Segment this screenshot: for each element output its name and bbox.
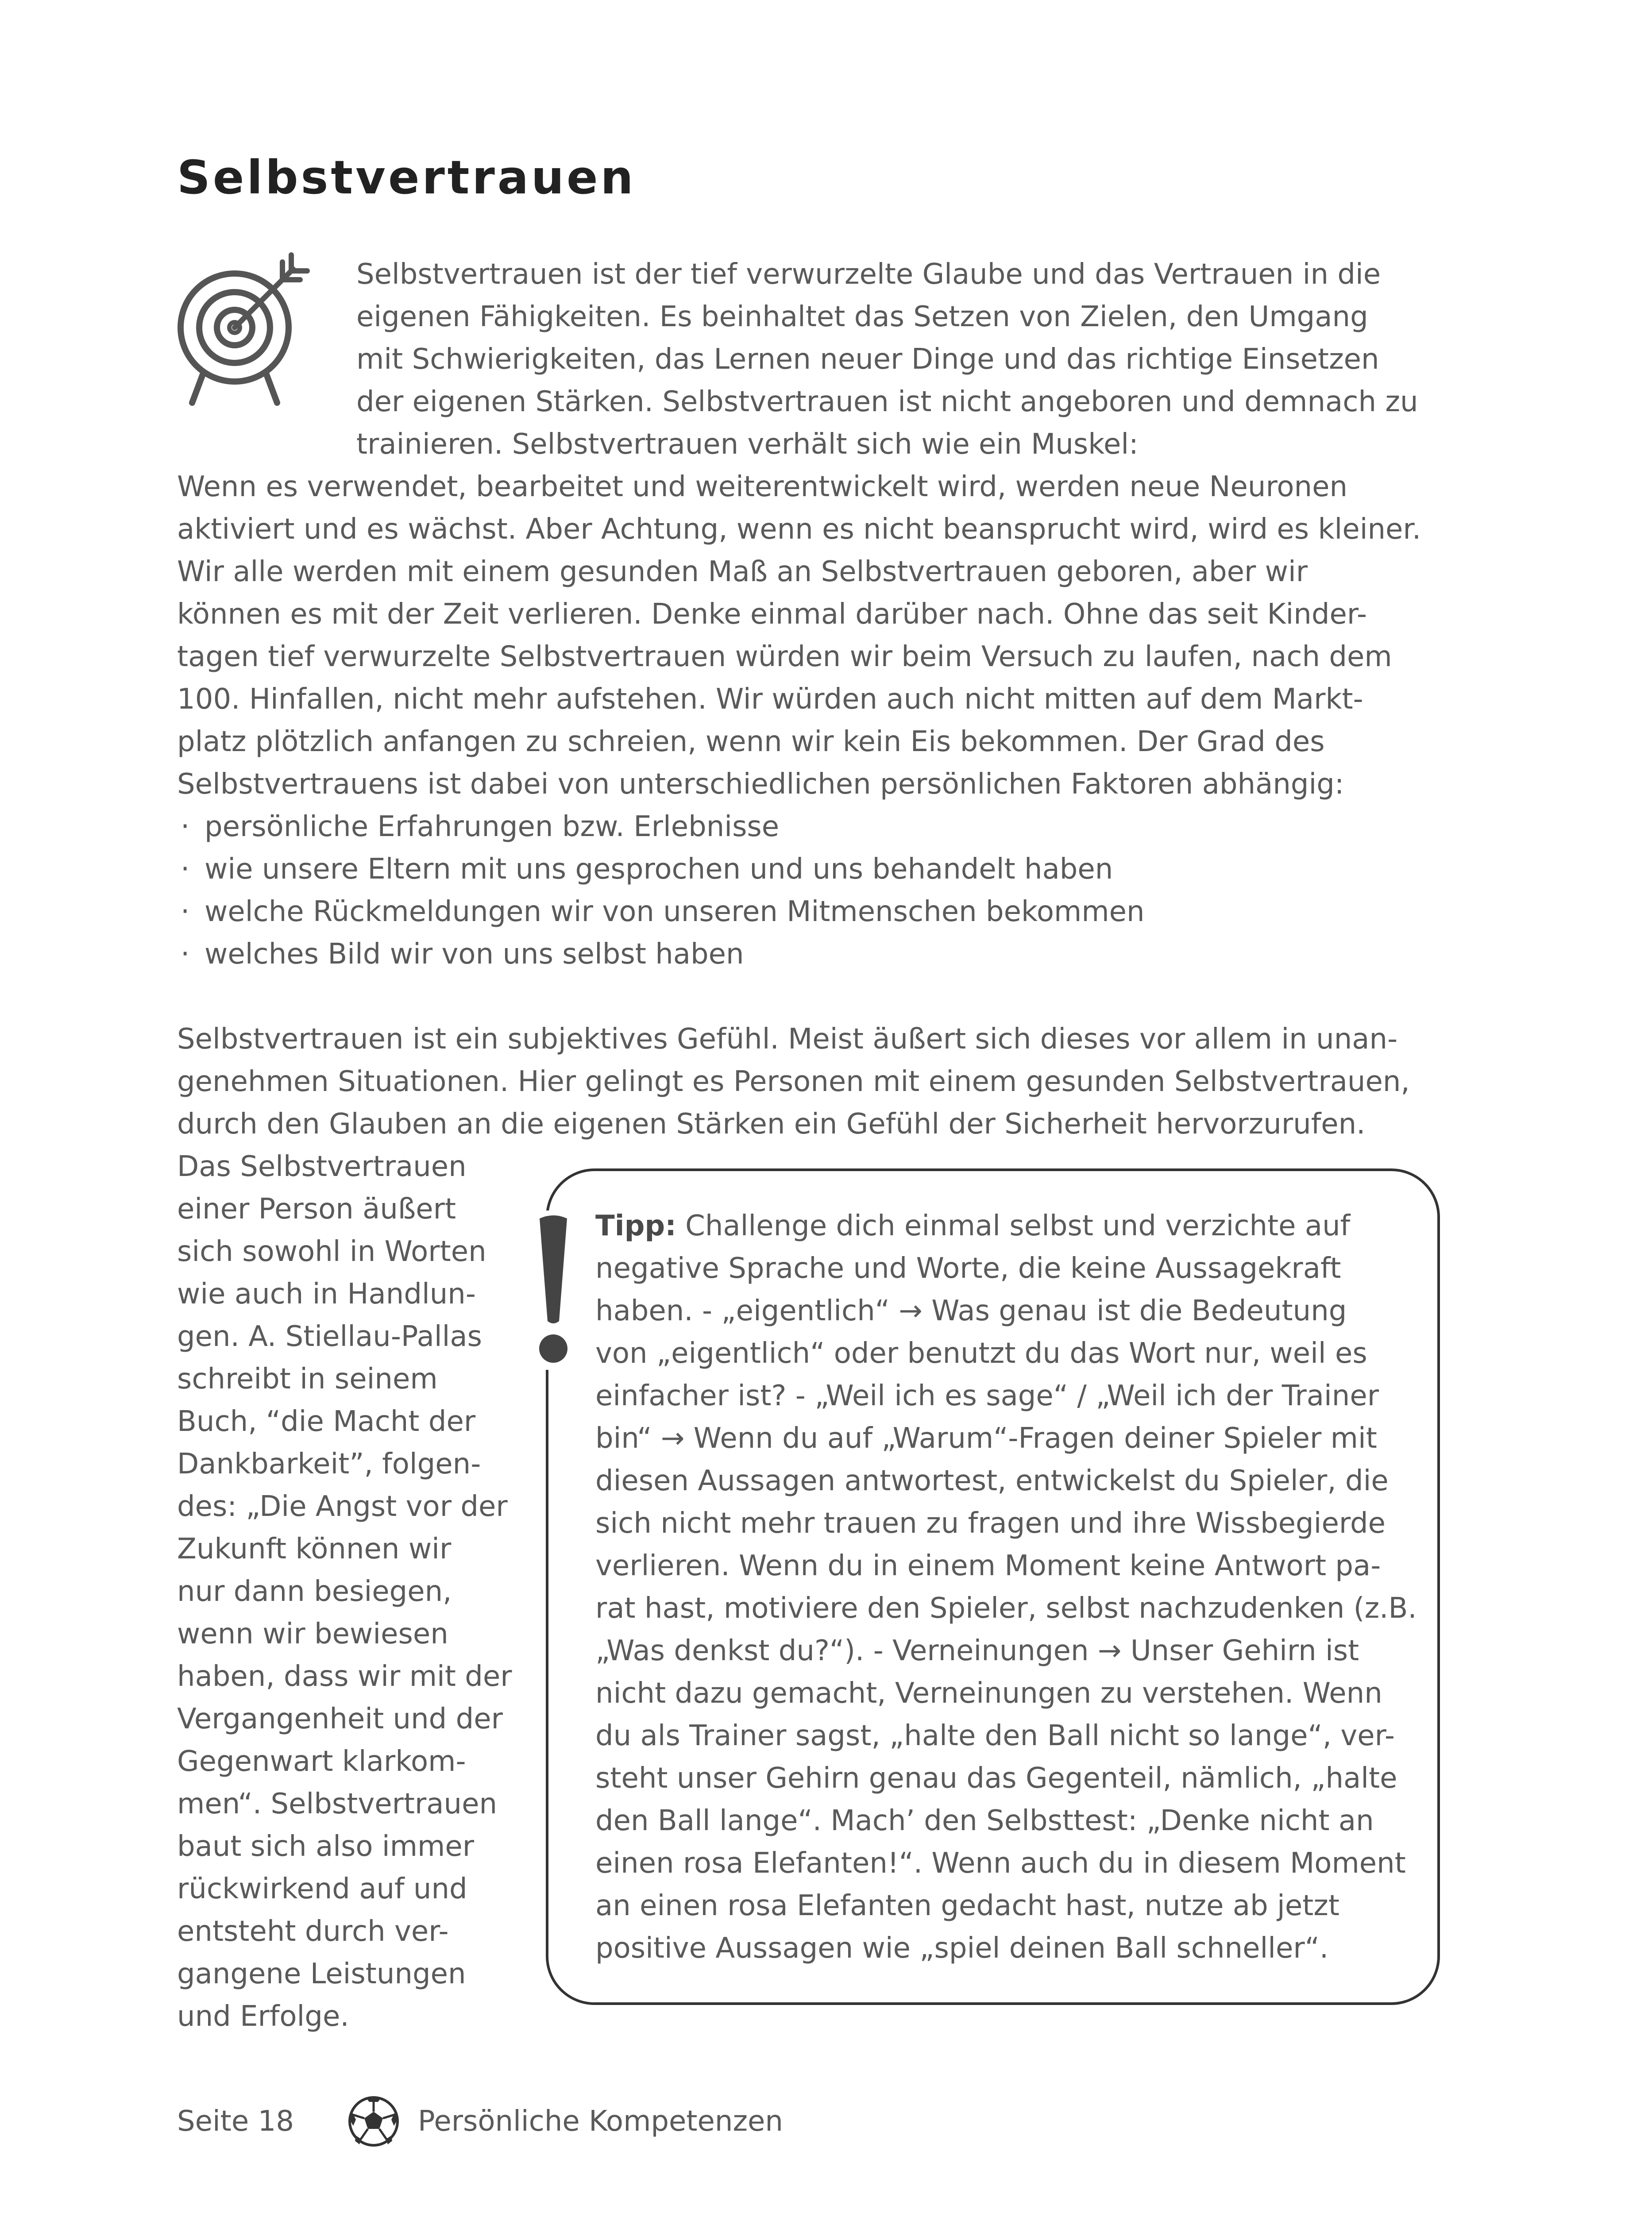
section-title: Persönliche Kompetenzen xyxy=(418,2105,783,2138)
text-line: eigenen Fähigkeiten. Es beinhaltet das Setzen von Zielen, den Umgang xyxy=(356,301,1368,333)
text-line: der eigenen Stärken. Selbstvertrauen ist nicht angeboren und demnach zu xyxy=(356,386,1418,418)
list-item xyxy=(177,891,1145,933)
text-line: Dankbarkeit”, folgen- xyxy=(177,1448,481,1480)
intro-paragraph xyxy=(356,253,1418,466)
text-line: von „eigentlich“ oder benutzt du das Wort nur, weil es xyxy=(595,1337,1367,1370)
text-line: haben. - „eigentlich“ → Was genau ist die Bedeutung xyxy=(595,1295,1347,1327)
text-line: men“. Selbstvertrauen xyxy=(177,1788,497,1820)
text-line: wie auch in Handlun- xyxy=(177,1278,476,1311)
tip-text xyxy=(595,1205,1417,1970)
exclamation-icon xyxy=(533,1211,573,1370)
text-line: platz plötzlich anfangen zu schreien, wenn wir kein Eis bekommen. Der Grad des xyxy=(177,725,1325,758)
text-line: einen rosa Elefanten!“. Wenn auch du in diesem Moment xyxy=(595,1847,1406,1880)
text-line: Selbstvertrauens ist dabei von unterschiedlichen persönlichen Faktoren abhängig: xyxy=(177,768,1344,801)
list-item xyxy=(177,806,1145,848)
text-line: trainieren. Selbstvertrauen verhält sich wie ein Muskel: xyxy=(356,428,1139,461)
text-line: an einen rosa Elefanten gedacht hast, nutze ab jetzt xyxy=(595,1889,1339,1922)
tip-label: Tipp: xyxy=(595,1210,676,1242)
text-line: können es mit der Zeit verlieren. Denke einmal darüber nach. Ohne das seit Kinder- xyxy=(177,598,1367,631)
text-line: sich nicht mehr trauen zu fragen und ihre Wissbegierde xyxy=(595,1507,1386,1540)
text-line: entsteht durch ver- xyxy=(177,1915,449,1948)
bullet-marker: · xyxy=(181,853,190,886)
text-line: Vergangenheit und der xyxy=(177,1703,503,1735)
text-line: baut sich also immer xyxy=(177,1830,475,1863)
list-item-text: persönliche Erfahrungen bzw. Erlebnisse xyxy=(205,810,780,843)
text-line: 100. Hinfallen, nicht mehr aufstehen. Wir würden auch nicht mitten auf dem Markt- xyxy=(177,683,1363,716)
text-line: schreibt in seinem xyxy=(177,1363,438,1396)
text-line: nicht dazu gemacht, Verneinungen zu verstehen. Wenn xyxy=(595,1677,1382,1710)
text-line: sich sowohl in Worten xyxy=(177,1235,486,1268)
text-line: gangene Leistungen xyxy=(177,1958,466,1990)
bullet-marker: · xyxy=(181,895,190,928)
text-line: des: „Die Angst vor der xyxy=(177,1490,508,1523)
target-arrow-icon xyxy=(177,252,310,412)
text-line: Wenn es verwendet, bearbeitet und weiterentwickelt wird, werden neue Neuronen xyxy=(177,470,1347,503)
text-line: Selbstvertrauen ist der tief verwurzelte Glaube und das Vertrauen in die xyxy=(356,258,1381,291)
text-line: den Ball lange“. Mach’ den Selbsttest: „Denke nicht an xyxy=(595,1804,1374,1837)
text-line: Wir alle werden mit einem gesunden Maß an Selbstvertrauen geboren, aber wir xyxy=(177,555,1308,588)
text-line: negative Sprache und Worte, die keine Aussagekraft xyxy=(595,1252,1341,1285)
bullet-marker: · xyxy=(181,810,190,843)
text-line: und Erfolge. xyxy=(177,2000,349,2033)
text-line: du als Trainer sagst, „halte den Ball nicht so lange“, ver- xyxy=(595,1720,1395,1752)
page-heading: Selbstvertrauen xyxy=(177,150,636,204)
tip-first-line-text: Challenge dich einmal selbst und verzichte auf xyxy=(676,1210,1351,1242)
second-paragraph xyxy=(177,1018,1410,1145)
text-line: Das Selbstvertrauen xyxy=(177,1150,467,1183)
text-line: bin“ → Wenn du auf „Warum“-Fragen deiner Spieler mit xyxy=(595,1422,1377,1455)
text-line: Buch, “die Macht der xyxy=(177,1405,476,1438)
body-paragraph xyxy=(177,466,1421,806)
text-line: gen. A. Stiellau-Pallas xyxy=(177,1320,482,1353)
text-line: wenn wir bewiesen xyxy=(177,1618,448,1650)
page-footer xyxy=(177,2097,783,2146)
text-line: durch den Glauben an die eigenen Stärken ein Gefühl der Sicherheit hervorzurufen. xyxy=(177,1108,1366,1141)
text-line: diesen Aussagen antwortest, entwickelst du Spieler, die xyxy=(595,1465,1389,1497)
factor-list xyxy=(177,806,1145,975)
text-line: verlieren. Wenn du in einem Moment keine Antwort pa- xyxy=(595,1550,1381,1582)
text-line: aktiviert und es wächst. Aber Achtung, wenn es nicht beansprucht wird, wird es kleiner. xyxy=(177,513,1421,546)
list-item xyxy=(177,933,1145,975)
text-line: rat hast, motiviere den Spieler, selbst nachzudenken (z.B. xyxy=(595,1592,1417,1625)
list-item-text: welche Rückmeldungen wir von unseren Mitmenschen bekommen xyxy=(205,895,1145,928)
text-line: positive Aussagen wie „spiel deinen Ball schneller“. xyxy=(595,1932,1329,1965)
soccer-ball-icon xyxy=(347,2095,400,2148)
text-line: haben, dass wir mit der xyxy=(177,1660,512,1693)
bullet-marker: · xyxy=(181,938,190,971)
quote-column xyxy=(177,1145,512,2038)
list-item xyxy=(177,848,1145,891)
text-line: Selbstvertrauen ist ein subjektives Gefühl. Meist äußert sich dieses vor allem in unan- xyxy=(177,1023,1398,1056)
text-line: einfacher ist? - „Weil ich es sage“ / „Weil ich der Trainer xyxy=(595,1380,1379,1412)
text-line: mit Schwierigkeiten, das Lernen neuer Dinge und das richtige Einsetzen xyxy=(356,343,1379,376)
text-line: genehmen Situationen. Hier gelingt es Personen mit einem gesunden Selbstvertrauen, xyxy=(177,1065,1410,1098)
text-line: steht unser Gehirn genau das Gegenteil, nämlich, „halte xyxy=(595,1762,1397,1795)
text-line: einer Person äußert xyxy=(177,1193,456,1226)
list-item-text: welches Bild wir von uns selbst haben xyxy=(205,938,744,971)
text-line: Zukunft können wir xyxy=(177,1533,452,1565)
tip-first-line xyxy=(595,1205,1417,1247)
text-line: nur dann besiegen, xyxy=(177,1575,452,1608)
text-line: rückwirkend auf und xyxy=(177,1873,467,1905)
text-line: Gegenwart klarkom- xyxy=(177,1745,466,1778)
list-item-text: wie unsere Eltern mit uns gesprochen und uns behandelt haben xyxy=(205,853,1113,886)
text-line: tagen tief verwurzelte Selbstvertrauen würden wir beim Versuch zu laufen, nach dem xyxy=(177,640,1392,673)
page-number: Seite 18 xyxy=(177,2105,294,2138)
text-line: „Was denkst du?“). - Verneinungen → Unser Gehirn ist xyxy=(595,1635,1359,1667)
